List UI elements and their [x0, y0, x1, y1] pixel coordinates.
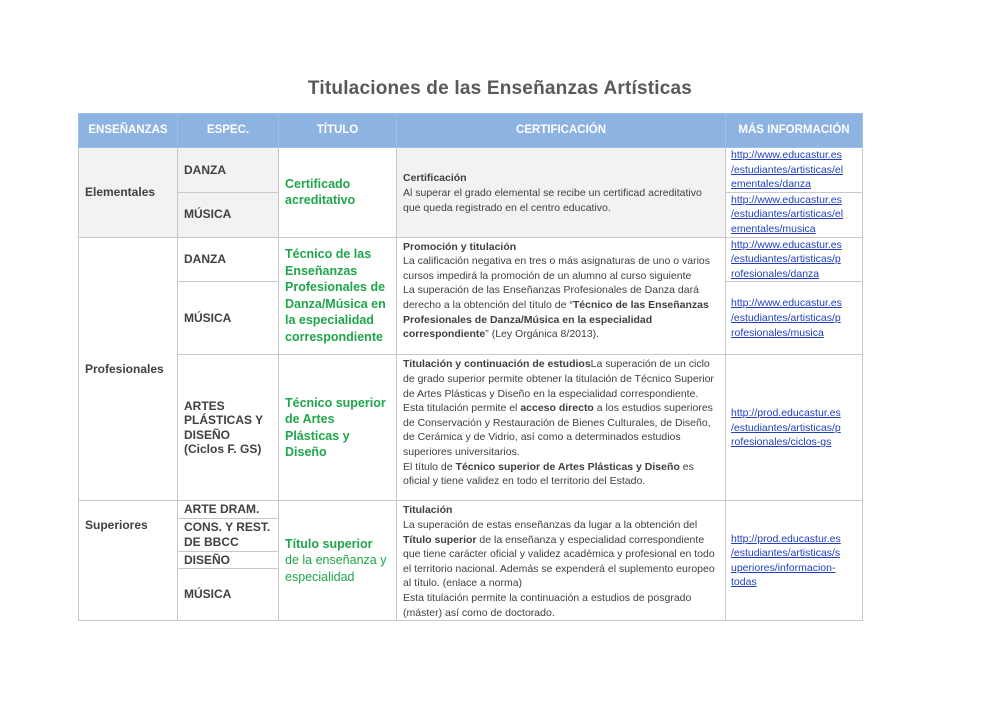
cert-sup-bold: Título superior [403, 533, 477, 546]
link-part[interactable]: http://www.educastur.es [731, 297, 842, 310]
link-part[interactable]: http://www.educastur.es [731, 149, 842, 161]
spec-arte-dram: ARTE DRAM. [178, 501, 279, 519]
titulo-tecnico-superior-artes: Técnico superior de Artes Plásticas y Diseño [279, 355, 397, 501]
cert-artes-text2: a los estudios superiores de Conservación y Restauración de Bienes Culturales, de Diseño, de Cerámica y de Vidrio, así como a determinados estudios superiores universitarios. [403, 402, 713, 458]
spec-cons-line: DE BBCC [184, 534, 239, 549]
cert-elementales-heading: Certificación [403, 172, 467, 185]
header-titulo: TÍTULO [279, 114, 397, 148]
cert-prof-text1: La calificación negativa en tres o más asignaturas de uno o varios cursos impedirá la promoción de un alumno al curso siguiente [403, 255, 711, 282]
spec-diseno: DISEÑO [178, 551, 279, 569]
spec-artes-plasticas [178, 355, 279, 501]
spec-cons-rest [178, 518, 279, 551]
link-part[interactable]: /estudiantes/artisticas/el [731, 163, 844, 176]
cert-profesionales [397, 237, 726, 355]
cert-artes [397, 355, 726, 501]
link-part[interactable]: http://www.educastur.es [731, 193, 842, 206]
spec-musica-superior: MÚSICA [178, 569, 279, 621]
link-elementales-musica[interactable] [726, 192, 863, 237]
level-profesionales: Profesionales [79, 237, 178, 501]
spec-musica-profesional: MÚSICA [178, 282, 279, 355]
titulo-superior-rest: de la enseñanza y especialidad [285, 553, 387, 585]
spec-artes-line: ARTES [184, 398, 225, 413]
spec-danza-profesional: DANZA [178, 237, 279, 282]
link-part[interactable]: rofesionales/danza [731, 267, 820, 280]
link-elementales-danza[interactable] [726, 148, 863, 193]
cert-artes-text4: es oficial y tiene validez en todo el territorio del Estado. [403, 460, 694, 488]
cert-artes-text1: La superación de un ciclo de grado superior permite obtener la titulación de Técnico Superior de Artes Plásticas y Diseño en la especialidad correspondiente. Esta titulación permite el [403, 358, 714, 415]
spec-musica-elemental: MÚSICA [178, 192, 279, 237]
link-part[interactable]: ementales/musica [731, 222, 816, 235]
spec-cons-line: CONS. Y REST. [184, 520, 271, 535]
titulo-certificado: Certificado acreditativo [279, 148, 397, 238]
titulo-superior-bold: Título superior [285, 536, 373, 551]
level-superiores: Superiores [79, 501, 178, 621]
titulo-tecnico-profesional: Técnico de las Enseñanzas Profesionales de Danza/Música en la especialidad correspondiente [279, 237, 397, 355]
cert-artes-bold2: Técnico superior de Artes Plásticas y Diseño [455, 460, 680, 473]
link-part[interactable]: http://www.educastur.es [731, 238, 842, 251]
link-profesionales-artes[interactable] [726, 355, 863, 501]
table-row [79, 237, 863, 282]
level-elementales: Elementales [79, 148, 178, 238]
cert-prof-heading: Promoción y titulación [403, 240, 517, 253]
cert-prof-tail: ” (Ley Orgánica 8/2013). [485, 328, 600, 341]
link-superiores[interactable] [726, 501, 863, 621]
link-part[interactable]: rofesionales/musica [731, 326, 824, 339]
link-part[interactable]: ementales/danza [731, 178, 811, 191]
link-part[interactable]: /estudiantes/artisticas/el [731, 208, 844, 221]
link-part[interactable]: /estudiantes/artisticas/p [731, 421, 841, 434]
table-row [79, 501, 863, 519]
cert-artes-text3: El título de [403, 460, 456, 473]
header-row [79, 114, 863, 148]
cert-artes-bold1: acceso directo [520, 402, 594, 415]
page-title: Titulaciones de las Enseñanzas Artísticas [307, 78, 693, 99]
spec-artes-line: DISEÑO [184, 427, 231, 442]
cert-sup-text1: La superación de estas enseñanzas da lugar a la obtención del [403, 518, 698, 531]
header-ensenanzas: ENSEÑANZAS [79, 114, 178, 148]
cert-artes-heading: Titulación y continuación de estudios [403, 358, 591, 371]
cert-prof-text2: La superación de las Enseñanzas Profesionales de Danza dará derecho a la obtención del título de “ [403, 284, 699, 311]
link-part[interactable]: todas [731, 576, 757, 589]
titulo-superior [279, 501, 397, 621]
header-espec: ESPEC. [178, 114, 279, 148]
spec-artes-line: PLÁSTICAS Y [184, 413, 264, 428]
cert-elementales-text: Al superar el grado elemental se recibe un certificad acreditativo que queda registrado en el centro educativo. [403, 186, 702, 214]
spec-artes-line: (Ciclos F. GS) [184, 442, 262, 457]
cert-sup-heading: Titulación [403, 504, 453, 517]
spec-danza-elemental: DANZA [178, 148, 279, 193]
header-mas-informacion: MÁS INFORMACIÓN [726, 114, 863, 148]
cert-elementales [397, 148, 726, 238]
link-part[interactable]: /estudiantes/artisticas/s [731, 547, 841, 560]
cert-prof-bold: Técnico de las Enseñanzas Profesionales de Danza/Música en la especialidad correspondiente [403, 298, 709, 341]
table-row [79, 355, 863, 501]
link-profesionales-danza[interactable] [726, 237, 863, 282]
header-certificacion: CERTIFICACIÓN [397, 114, 726, 148]
link-part[interactable]: /estudiantes/artisticas/p [731, 312, 841, 325]
link-profesionales-musica[interactable] [726, 282, 863, 355]
cert-superiores [397, 501, 726, 621]
link-part[interactable]: /estudiantes/artisticas/p [731, 253, 841, 266]
cert-sup-text3: Esta titulación permite la continuación a estudios de posgrado (máster) así como de doctorado. [403, 591, 692, 619]
cert-sup-text2: de la enseñanza y especialidad correspondiente que tiene carácter oficial y validez académica y profesional en todo el territorio nacional. Además se expenderá el suplemento europeo al título. (enlace a norma) [403, 533, 715, 590]
link-part[interactable]: http://prod.educastur.es [731, 532, 841, 545]
titulaciones-table [78, 113, 863, 621]
link-part[interactable]: rofesionales/ciclos-gs [731, 436, 832, 449]
link-part[interactable]: uperiores/informacion- [731, 561, 836, 574]
table-row [79, 148, 863, 193]
link-part[interactable]: http://prod.educastur.es [731, 406, 841, 419]
